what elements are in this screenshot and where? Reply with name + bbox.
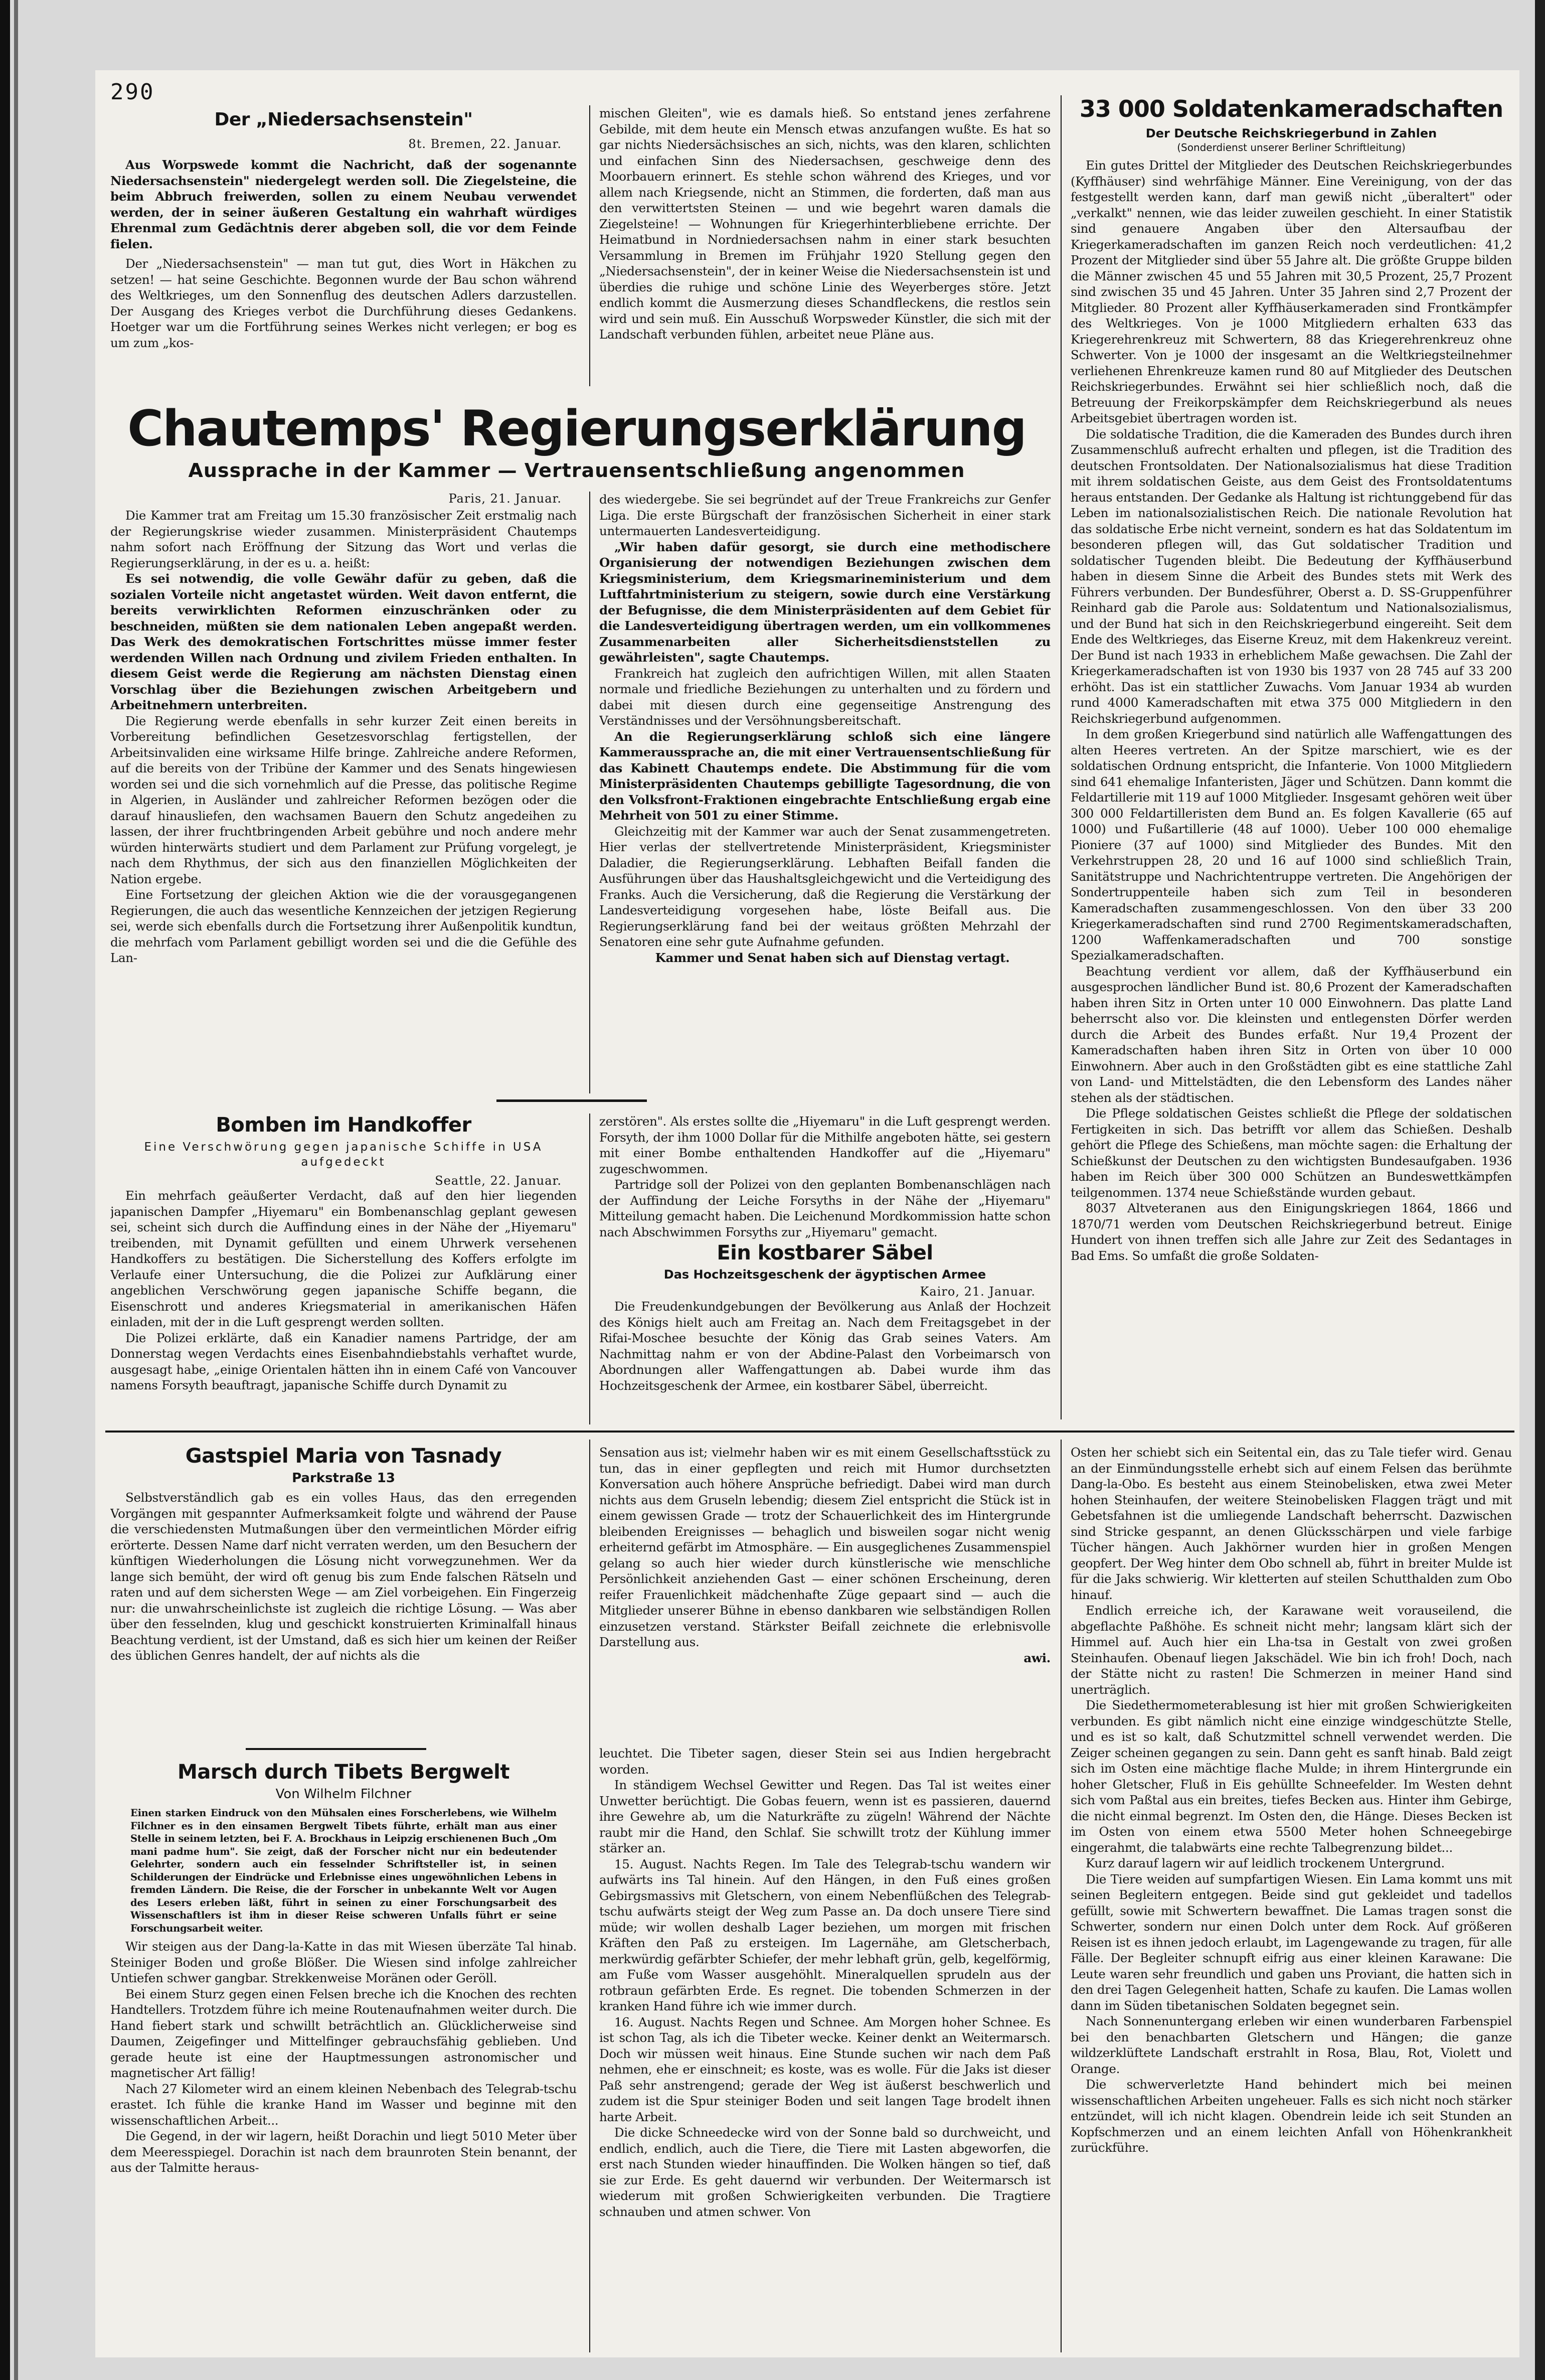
chautemps-header (100, 401, 1053, 492)
lasnady-paragraph-1: Selbstverständlich gab es ein volles Haus, das den erregenden Vorgängen mit gespannter Aufmerksamkeit folgte und während der Pause die verschiedensten Mutmaßungen über den vermeintlichen Mörder eifrig erörterte. Dessen Name darf nicht verraten werden, um den Besuchern der künftigen Wiederholungen die Lösung nicht vorwegzunehmen. Wer da lange sich bemüht, der wird oft genug bis zum Ende falschen Rätseln und raten und auf dem sichersten Wege — am Ziel vorbeigehen. Ein Fingerzeig nur: die unwahrscheinlichste ist zugleich die richtige Lösung. — Was aber über den fesselnden, klug und geschickt konstruierten Kriminalfall hinaus Beachtung verdient, ist der Umstand, daß es sich hier um keinen der Reißer des üblichen Genres handelt, der auf nichts als die (110, 1490, 577, 1663)
tibet-paragraph-14: Die Tiere weiden auf sumpfartigen Wiesen. Ein Lama kommt uns mit seinen Begleitern entgegen. Beide sind gut gekleidet und tadellos gefüllt, sowie mit Schwertern bewaffnet. Die Lamas tragen sonst die Schwerter, sondern nur einen Dolch unter dem Rock. Auf größeren Reisen ist es ihnen jedoch erlaubt, im Lagengewande zu tragen, für alle Fälle. Der Begleiter schnupft eifrig aus einer kleinen Karawane: Die Leute waren sehr freundlich und gaben uns Proviant, die hatten sich in den drei Tagen Gelegenheit hatten, Schafe zu kaufen. Die Lamas wollen dann im Süden tibetanischen Soldaten begegnet sein. (1071, 1871, 1512, 2013)
newspaper-page (95, 70, 1519, 2357)
page-number: 290 (110, 79, 155, 105)
tibet-paragraph-1: Wir steigen aus der Dang-la-Katte in das mit Wiesen überzäte Tal hinab. Steiniger Boden und große Blößer. Die Wiesen sind infolge zahlreicher Untiefen schwer gangbar. Strekkenweise Moränen oder Geröll. (110, 1939, 577, 1985)
tibet-paragraph-2: Bei einem Sturz gegen einen Felsen breche ich die Knochen des rechten Handtellers. Trotzdem führe ich meine Routenaufnahmen weiter durch. Die Hand fiebert stark und schwillt beträchtlich an. Glücklicherweise sind Daumen, Zeigefinger und Mittelfinger gebrauchsfähig geblieben. Und gerade heute ist eine der Hauptmessungen astronomischer und magnetischer Art fällig! (110, 1986, 577, 2080)
scan-edge-left (0, 0, 10, 2380)
bomben-paragraph-3: zerstören". Als erstes sollte die „Hiyemaru" in die Luft gesprengt werden. Forsyth, der ihm 1000 Dollar für die Mithilfe angeboten hätte, sei gestern mit einer Bombe enthaltenden Handkoffer auf die „Hiyemaru" zugeschwommen. (599, 1114, 1051, 1176)
bomben-paragraph-2: Die Polizei erklärte, daß ein Kanadier namens Partridge, der am Donnerstag wegen Verdachts eines Eisenbahndiebstahls verhaftet wurde, ausgesagt habe, „einige Orientalen hätten ihn in einem Café von Vancouver namens Forsyth beauftragt, japanische Schiffe durch Dynamit zu (110, 1330, 577, 1392)
lasnady-paragraph-2: Sensation aus ist; vielmehr haben wir es mit einem Gesellschaftsstück zu tun, das in einer gepflegten und reich mit Humor durchsetzten Konversation auch höhere Ansprüche befriedigt. Dabei wird man durch nichts aus dem Gruseln lebendig; diesem Ziel entspricht die Stück ist in einem gewissen Grade — trotz der Schauerlichkeit des im Hintergrunde bleibenden Ereignisses — behaglich und bisweilen sogar nicht wenig erheiternd gefärbt im Atmosphäre. — Ein ausgeglichenes Zusammenspiel gelang so auch hier wieder durch künstlerische wie menschliche Persönlichkeit anziehenden Gast — einer schönen Erscheinung, deren reifer Frauenlichkeit mädchenhafte Züge gepaart sind — auch die Mitglieder unserer Bühne in ebenso dankbaren wie selbständigen Rollen einzusetzen verstand. Stärkster Beifall zeichnete die erlebnisvolle Darstellung aus. (599, 1445, 1051, 1649)
tibet-col-2 (599, 1746, 1051, 2352)
tibet-paragraph-15: Nach Sonnenuntergang erleben wir einen wunderbaren Farbenspiel bei den benachbarten Gletschern und Hängen; die ganze wildzerklüftete Landschaft erstrahlt in Rosa, Blau, Rot, Violett und Orange. (1071, 2014, 1512, 2076)
tibet-paragraph-3: Nach 27 Kilometer wird an einem kleinen Nebenbach des Telegrab-tschu erastet. Ich fühle die kranke Hand im Wasser und beginne mit den wissenschaftlichen Arbeit... (110, 2081, 577, 2128)
chautemps-title: Chautemps' Regierungserklärung (127, 401, 1026, 457)
tibet-intro: Einen starken Eindruck von den Mühsalen eines Forscherlebens, wie Wilhelm Filchner es in den einsamen Bergwelt Tibets führte, erhält man aus einer Stelle in seinem letzten, bei F. A. Brockhaus in Leipzig erschienenen Buch „Om mani padme hum". Sie zeigt, daß der Forscher nicht nur ein bedeutender Gelehrter, sondern auch ein fesselnder Schriftsteller ist, in seinen Schilderungen der Eindrücke und Erlebnisse eines ungewöhnlichen Lebens in fremden Ländern. Die Reise, die der Forscher in unbekannte Welt vor Augen des Lesers erleben läßt, führt in seinen zu einer Forschungsarbeit des Wissenschaftlers ist ihm in dieser Reise schweren Unfalls führt er seine Forschungsarbeit weiter. (130, 1807, 557, 1934)
tibet-author: Von Wilhelm Filchner (275, 1787, 412, 1802)
tibet-title: Marsch durch Tibets Bergwelt (178, 1761, 509, 1784)
niedersachsenstein-dateline: 8t. Bremen, 22. Januar. (408, 137, 562, 151)
tibet-paragraph-11: Endlich erreiche ich, der Karawane weit vorauseilend, die abgeflachte Paßhöhe. Es schneit nicht mehr; langsam klärt sich der Himmel auf. Auch hier ein Lha-tsa in Gestalt von zwei großen Steinhaufen. Obenauf liegen Jakschädel. Wie bin ich froh! Doch, nach der Stätte nicht zu rasten! Die Schmerzen in meiner Hand sind unerträglich. (1071, 1603, 1512, 1697)
column-divider (1061, 1440, 1062, 2352)
chautemps-dateline: Paris, 21. Januar. (448, 492, 562, 506)
soldaten-paragraph-2: Die soldatische Tradition, die die Kameraden des Bundes durch ihren Zusammenschluß aufrecht erhalten und pflegen, ist die Tradition des deutschen Frontsoldaten. Der Nationalsozialismus hat diese Tradition mit ihrem soldatischen Geiste, aus dem Geist des Frontsoldatentums heraus entstanden. Der Gedanke als Haltung ist richtunggebend für das Leben im nationalsozialistischen Reich. Die nationale Revolution hat das soldatische Erbe nicht verneint, sondern es hat das Soldatentum im besonderen pflegen will, das Gut soldatischer Tradition und soldatischer Tugenden bleibt. Die Bedeutung der Kyffhäuserbund haben in diesem Sinne die Arbeit des Bundes stets mit Werk des Führers verbunden. Der Bundesführer, Oberst a. D. SS-Gruppenführer Reinhard gab die Parole aus: Soldatentum und Nationalsozialismus, und der Bund hat sich in den Reichskriegerbund eingereiht. Seit dem Ende des Weltkrieges, das Eiserne Kreuz, mit dem Hakenkreuz vereint. Der Bund ist nach 1933 in erheblichem Maße gewachsen. Die Zahl der Kriegerkameradschaften ist von 1930 bis 1937 von 28 745 auf 33 200 erhöht. Das ist ein stattlicher Zuwachs. Vom Januar 1934 ab wurden rund 4000 Kameradschaften mit etwa 375 000 Mitgliedern in den Reichskriegerbund aufgenommen. (1071, 426, 1512, 726)
tibet-paragraph-5: leuchtet. Die Tibeter sagen, dieser Stein sei aus Indien hergebracht worden. (599, 1746, 1051, 1777)
bomben-subtitle: Eine Verschwörung gegen japanische Schiffe in USA aufgedeckt (144, 1141, 543, 1169)
tibet-paragraph-7: 15. August. Nachts Regen. Im Tale des Telegrab-tschu wandern wir aufwärts ins Tal hinein. Auf den Hängen, in den Fuß eines großen Gebirgsmassivs mit Gletschern, von einem Nebenflüßchen des Telegrab-tschu aufwärts steigt der Weg zum Passe an. Da doch unsere Tiere sind müde; wir wollen deshalb Lager beziehen, um morgen mit frischen Kräften den Paß zu ersteigen. Im Lagernähe, am Gletscherbach, merkwürdig gefärbter Schiefer, der mehr lebhaft grün, gelb, kegelförmig, am Fuße vom Wasser ausgehöhlt. Mineralquellen sprudeln aus der rotbraun gefärbten Erde. Es regnet. Die tobenden Schmerzen in der kranken Hand führe ich wie immer durch. (599, 1856, 1051, 2013)
bomben-paragraph-4: Partridge soll der Polizei von den geplanten Bombenanschlägen nach der Auffindung der Leiche Forsyths in der Nähe der „Hiyemaru" Mitteilung gemacht haben. Die Leichenund Mordkommission hatte schon nach Abschwimmen Forsyths zur „Hiyemaru" gemacht. (599, 1177, 1051, 1239)
soldaten-paragraph-6: 8037 Altveteranen aus den Einigungskriegen 1864, 1866 und 1870/71 werden vom Deutschen Reichskriegerbund betreut. Einige Hundert von ihnen treffen sich alle Jahre zur Zeit des Sedantages in Bad Ems. So umfaßt die große Soldaten- (1071, 1201, 1512, 1263)
niedersachsenstein-col-1 (110, 105, 577, 386)
niedersachsenstein-paragraph-2: Der „Niedersachsenstein" — man tut gut, dies Wort in Häkchen zu setzen! — hat seine Geschichte. Begonnen wurde der Bau schon während des Weltkrieges, um den Sonnenflug des deutschen Adlers darzustellen. Der Ausgang des Krieges verbot die Durchführung dieses Gedankens. Hoetger war um die Fortführung seines Werkes nicht verlegen; er bog es um zum „kos- (110, 256, 577, 350)
chautemps-col-1 (110, 492, 577, 1093)
soldaten-paragraph-4: Beachtung verdient vor allem, daß der Kyffhäuserbund ein ausgesprochen ländlicher Bund ist. 80,6 Prozent der Kameradschaften haben ihren Sitz in Orten unter 10 000 Einwohnern. Das platte Land beherrscht also vor. Die kleinsten und entlegensten Dörfer werden durch die Arbeit des Bundes erfaßt. Nur 19,4 Prozent der Kameradschaften haben ihren Sitz in Orten von über 10 000 Einwohnern. Aber auch in den Großstädten gibt es eine stattliche Zahl von Land- und Mittelstädten, die den Lebensform des Landes näher stehen als der städtischen. (1071, 964, 1512, 1105)
chautemps-paragraph-6: „Wir haben dafür gesorgt, sie durch eine methodischere Organisierung der notwendigen Beziehungen zwischen dem Kriegsministerium, dem Kriegsmarineministerium und dem Luftfahrtministerium zu steigern, sowie durch eine Verstärkung der Befugnisse, die dem Ministerpräsidenten auf dem Gebiet für die Landesverteidigung übertragen werden, um ein vollkommenes Zusammenarbeiten aller Sicherheitsdienststellen zu gewährleisten", sagte Chautemps. (599, 539, 1051, 665)
chautemps-paragraph-7: Frankreich hat zugleich den aufrichtigen Willen, mit allen Staaten normale und friedliche Beziehungen zu unterhalten und zu fördern und dabei mit diesen durch eine gegenseitige Anstrengung des Verständnisses und der Versöhnungsbereitschaft. (599, 666, 1051, 728)
lasnady-col-1 (110, 1445, 577, 1746)
chautemps-col-2 (599, 492, 1051, 1093)
tibet-paragraph-8: 16. August. Nachts Regen und Schnee. Am Morgen hoher Schnee. Es ist schon Tag, als ich die Tibeter wecke. Keiner denkt an Weitermarsch. Doch wir müssen weit hinaus. Eine Stunde suchen wir nach dem Paß nehmen, ehe er einschneit; es koste, was es wolle. Für die Jaks ist dieser Paß sehr anstrengend; gerade der Weg ist äußerst beschwerlich und zudem ist die Spur steiniger Boden und seit langen Tage brodelt ihnen harte Arbeit. (599, 2014, 1051, 2124)
column-divider (589, 1114, 590, 1424)
niedersachsenstein-paragraph-3: mischen Gleiten", wie es damals hieß. So entstand jenes zerfahrene Gebilde, mit dem heute ein Mensch etwas anzufangen wußte. Es hat so gar nichts Niedersächsisches an sich, nichts, was den klaren, schlichten und einfachen Sinn des Niedersachsen, geschweige denn des Moorbauern erinnert. Es stehle schon während des Krieges, und vor allem nach Kriegsende, nicht an Stimmen, die forderten, daß man aus den verwittertsten Steinen — und wie begehrt waren damals die Ziegelsteine! — Wohnungen für Kriegerhinterbliebene errichte. Der Heimatbund in Nordniedersachsen nahm in einer stark besuchten Versammlung in Bremen im Frühjahr 1920 Stellung gegen den „Niedersachsenstein", der in keiner Weise die Niedersachsenstein ist und überdies die ruhige und schöne Linie des Weyerberges störe. Jetzt endlich kommt die Ausmerzung dieses Schandfleckens, die restlos sein wird und sein muß. Ein Ausschuß Worpsweder Künstler, die sich mit der Landschaft verbunden fühlen, arbeitet neue Pläne aus. (599, 106, 1051, 342)
scan-edge-left-shadow (14, 0, 18, 2380)
tibet-paragraph-13: Kurz darauf lagern wir auf leidlich trockenem Untergrund. (1086, 1856, 1445, 1870)
bomben-paragraph-1: Ein mehrfach geäußerter Verdacht, daß auf den hier liegenden japanischen Dampfer „Hiyemaru" ein Bombenanschlag geplant gewesen sei, scheint sich durch die Auffindung eines in der Nähe der „Hiyemaru" treibenden, mit Dynamit gefüllten und einem Uhrwerk versehenen Handkoffers zu bestätigen. Die Sicherstellung des Koffers erfolgte im Verlaufe einer Untersuchung, die die Polizei zur Aufklärung einer angeblichen Verschwörung gegen japanische Schiffe begann, die Eisenschrott und anderes Kriegsmaterial in amerikanischen Häfen einladen, mit der in die Luft gesprengt werden sollten. (110, 1188, 577, 1329)
tibet-col-3 (1071, 1445, 1512, 2352)
soldaten-subtitle: Der Deutsche Reichskriegerbund in Zahlen (1145, 126, 1437, 140)
saebel-article (599, 1241, 1051, 1424)
chautemps-paragraph-1: Die Kammer trat am Freitag um 15.30 französischer Zeit erstmalig nach der Regierungskrise wieder zusammen. Ministerpräsident Chautemps nahm sofort nach Eröffnung der Sitzung das Wort und verlas die Regierungserklärung, in der es u. a. heißt: (110, 508, 577, 570)
chautemps-paragraph-9: Gleichzeitig mit der Kammer war auch der Senat zusammengetreten. Hier verlas der stellvertretende Ministerpräsident, Kriegsminister Daladier, die Regierungserklärung. Lebhaften Beifall fanden die Ausführungen über das Haushaltsgleichgewicht und die Verteidigung des Franks. Auch die Versicherung, daß die Regierung die Verstärkung der Landesverteidigung vorgesehen habe, löste Beifall aus. Die Regierungserklärung fand bei der weitaus größten Mehrzahl der Senatoren eine sehr gute Aufnahme gefunden. (599, 824, 1051, 949)
bomben-col-2 (599, 1114, 1051, 1239)
tibet-paragraph-6: In ständigem Wechsel Gewitter und Regen. Das Tal ist weites einer Unwetter berüchtigt. Die Gobas feuern, wenn ist es passieren, dauernd ihre Gewehre ab, um die Naturkräfte zu zügeln! Während der Nächte raubt mir die Hand, den Schlaf. Sie schwillt trotz der Kühlung immer stärker an. (599, 1778, 1051, 1855)
column-divider (1061, 95, 1062, 1419)
soldaten-paragraph-1: Ein gutes Drittel der Mitglieder des Deutschen Reichskriegerbundes (Kyffhäuser) sind wehrfähige Männer. Eine Vereinigung, von der das festgestellt werden kann, darf man gewiß nicht „überaltert" oder „verkalkt" nennen, wie das leider zuweilen geschieht. In einer Statistik sind genauere Angaben über den Altersaufbau der Kriegerkameradschaften im ganzen Reich noch verdeutlichen: 41,2 Prozent der Mitglieder sind über 55 Jahre alt. Die größte Gruppe bilden die Männer zwischen 45 und 55 Jahren mit 30,5 Prozent, 25,7 Prozent sind zwischen 35 und 45 Jahren. Unter 35 Jahren sind 2,7 Prozent der Mitglieder. 80 Prozent aller Kyffhäuserkameraden sind Frontkämpfer des Weltkrieges. Von je 1000 Mitgliedern erhalten 633 das Kriegerehrenkreuz mit Schwertern, 88 das Kriegerehrenkreuz ohne Schwerter. Von je 1000 der insgesamt an die Weltkriegsteilnehmer verliehenen Ehrenkreuze kamen rund 80 auf Mitglieder des Deutschen Reichskriegerbundes. Erwähnt sei hier schließlich noch, daß die Betreuung der Freikorpskämpfer dem Reichskriegerbund als neues Arbeitsgebiet übertragen worden ist. (1071, 158, 1512, 425)
soldaten-paragraph-5: Die Pflege soldatischen Geistes schließt die Pflege der soldatischen Fertigkeiten in sich. Das betrifft vor allem das Schießen. Deshalb gehört die Pflege des Schießens, man möchte sagen: die Erhaltung der Schießkunst der Deutschen zu den wichtigsten Bundesaufgaben. 1936 haben im Reich über 300 000 Schützen an Bundeswettkämpfen teilgenommen. 1374 neue Schießstände wurden gebaut. (1071, 1106, 1512, 1200)
niedersachsenstein-title: Der „Niedersachsenstein" (214, 109, 473, 130)
soldaten-note: (Sonderdienst unserer Berliner Schriftleitung) (1177, 141, 1406, 153)
lasnady-subtitle: Parkstraße 13 (292, 1471, 395, 1486)
soldaten-title: 33 000 Soldatenkameradschaften (1079, 95, 1503, 122)
chautemps-subtitle: Aussprache in der Kammer — Vertrauensentschließung angenommen (188, 459, 965, 482)
bomben-dateline: Seattle, 22. Januar. (435, 1174, 562, 1188)
column-divider (589, 1440, 590, 2352)
niedersachsenstein-paragraph-1: Aus Worpswede kommt die Nachricht, daß der sogenannte Niedersachsenstein" niedergelegt werden soll. Die Ziegelsteine, die beim Abbruch freiwerden, sollen zu einem Neubau verwendet werden, der in seiner äußeren Gestaltung ein wahrhaft würdiges Ehrenmal zum Gedächtnis derer abgeben soll, die vor dem Feinde fielen. (110, 157, 577, 251)
soldaten-article (1071, 95, 1512, 1424)
soldaten-paragraph-3: In dem großen Kriegerbund sind natürlich alle Waffengattungen des alten Heeres vertreten. An der Spitze marschiert, wie es der soldatischen Ordnung entspricht, die Infanterie. Von 1000 Mitgliedern sind 641 ehemalige Infanteristen, Jäger und Schützen. Dann kommt die Feldartillerie mit 119 auf 1000 Mitglieder. Insgesamt gehören weit über 300 000 Feldartilleristen dem Bund an. Es folgen Kavallerie (65 auf 1000) und Fußartillerie (48 auf 1000). Ueber 100 000 ehemalige Pioniere (37 auf 1000) sind Mitglieder des Bundes. Mit den Verkehrstruppen 28, 20 und 16 auf 1000 sind schließlich Train, Sanitätstruppe und Nachrichtentruppe vertreten. Die Angehörigen der Sondertruppenteile haben sich zum Teil in besonderen Kameradschaften zusammengeschlossen. Von den über 33 200 Kriegerkameradschaften sind rund 2700 Regimentskameradschaften, 1200 Waffenkameradschaften und 700 sonstige Spezialkameradschaften. (1071, 727, 1512, 963)
chautemps-paragraph-4: Eine Fortsetzung der gleichen Aktion wie die der vorausgegangenen Regierungen, die auch das wesentliche Kennzeichen der jetzigen Regierung sei, werde sich ebenfalls durch die Fortsetzung ihrer Außenpolitik kundtun, die mehrfach vom Parlament gebilligt worden sei und die die Gefühle des Lan- (110, 887, 577, 965)
tibet-paragraph-12: Die Siedethermometerablesung ist hier mit großen Schwierigkeiten verbunden. Es gibt nämlich nicht eine einzige windgeschützte Stelle, und es ist so kalt, daß Schutzmittel schnell verwendet werden. Die Zeiger scheinen gegangen zu sein. Dann geht es sanft hinab. Bald zeigt sich im Osten eine mächtige flache Mulde; in ihrem Hintergrunde ein hoher Gletscher, Fluß in Eis gehüllte Schneefelder. Im Westen dehnt sich vom Paßtal aus ein breites, tiefes Becken aus. Hinter ihm Gebirge, die nicht einmal begrenzt. Im Osten den, die Hänge. Dieses Becken ist im Osten von einem etwa 5500 Meter hohen Schneegebirge eingerahmt, die talabwärts eine rechte Talbegrenzung bildet... (1071, 1698, 1512, 1855)
chautemps-paragraph-5: des wiedergebe. Sie sei begründet auf der Treue Frankreichs zur Genfer Liga. Die erste Bürgschaft der französischen Sicherheit in einer stark untermauerten Landesverteidigung. (599, 492, 1051, 538)
saebel-title: Ein kostbarer Säbel (717, 1241, 933, 1264)
scan-edge-right (1535, 0, 1545, 2380)
tibet-paragraph-4: Die Gegend, in der wir lagern, heißt Dorachin und liegt 5010 Meter über dem Meeresspiegel. Dorachin ist nach dem braunroten Stein benannt, der aus der Talmitte heraus- (110, 2129, 577, 2175)
tibet-paragraph-9: Die dicke Schneedecke wird von der Sonne bald so durchweicht, und endlich, endlich, auch die Tiere, die Tiere mit Lasten abgeworfen, die erst nach Stunden wieder hinauffinden. Die Wolken hängen so tief, daß sie zur Erde. Es geht dauernd wir verbunden. Der Weitermarsch ist wiederum mit großen Schwierigkeiten verbunden. Die Tragtiere schnauben und atmen schwer. Von (599, 2125, 1051, 2219)
section-rule (246, 1748, 426, 1750)
chautemps-paragraph-10: Kammer und Senat haben sich auf Dienstag vertagt. (655, 950, 1010, 965)
chautemps-paragraph-8: An die Regierungserklärung schloß sich eine längere Kammeraussprache an, die mit einer Vertrauensentschließung für das Kabinett Chautemps endete. Die Abstimmung für die vom Ministerpräsidenten Chautemps gebilligte Tagesordnung, die von den Volksfront-Fraktionen eingebrachte Entschließung ergab eine Mehrheit von 501 zu einer Stimme. (599, 729, 1051, 823)
section-rule (496, 1099, 647, 1102)
saebel-paragraph-1: Die Freudenkundgebungen der Bevölkerung aus Anlaß der Hochzeit des Königs hielt auch am Freitag an. Nach dem Freitagsgebet in der Rifai-Moschee besuchte der König das Grab seines Vaters. Am Nachmittag nahm er von der Abdine-Palast den Vorbeimarsch von Abordnungen aller Waffengattungen ab. Dabei wurde ihm das Hochzeitsgeschenk der Armee, ein kostbarer Säbel, überreicht. (599, 1299, 1051, 1393)
tibet-paragraph-10: Osten her schiebt sich ein Seitental ein, das zu Tale tiefer wird. Genau an der Einmündungsstelle erhebt sich auf einem Felsen das berühmte Dang-la-Obo. Es besteht aus einem Steinobelisken, etwa zwei Meter hohen Steinhaufen, der weitere Steinobelisken Flaggen trägt und mit Gebetsfahnen ist die umliegende Landschaft beherrscht. Dazwischen sind Stricke gespannt, an denen Glücksschärpen und viele farbige Tücher hängen. Auch Jakhörner wurden hier in großen Mengen geopfert. Der Weg hinter dem Obo schnell ab, führt in breiter Mulde ist für die Jaks schwierig. Wir kletterten auf steilen Schutthalden zum Obo hinauf. (1071, 1445, 1512, 1602)
page-section-divider (105, 1431, 1514, 1433)
bomben-title: Bomben im Handkoffer (216, 1114, 471, 1137)
chautemps-paragraph-3: Die Regierung werde ebenfalls in sehr kurzer Zeit einen bereits in Vorbereitung befindlichen Gesetzesvorschlag fertigstellen, der Arbeitsinvaliden eine wirksame Hilfe bringe. Zahlreiche andere Reformen, auf die bereits von der Tribüne der Kammer und des Senats hingewiesen worden sei und die sich vornehmlich auf die Presse, das politische Regime in Algerien, in Ausländer und zahlreicher Reformen bezögen oder die darauf hinausliefen, den wachsamen Bauern den Schutz angedeihen zu lassen, der ihrer fruchtbringenden Arbeit gebühre und noch andere mehr würden hinterwärts studiert und dem Parlament zur Prüfung vorgelegt, je nach dem Rhythmus, der sich aus den finanziellen Möglichkeiten der Nation ergebe. (110, 713, 577, 886)
tibet-paragraph-16: Die schwerverletzte Hand behindert mich bei meinen wissenschaftlichen Arbeiten ungeheuer. Falls es sich nicht noch stärker entzündet, will ich nicht klagen. Obendrein leide ich seit Stunden an Kopfschmerzen und an einem leichten Anfall von Höhenkrankheit zurückführe. (1071, 2077, 1512, 2155)
lasnady-signature: awi. (1023, 1650, 1051, 1665)
chautemps-paragraph-2: Es sei notwendig, die volle Gewähr dafür zu geben, daß die sozialen Vorteile nicht angetastet würden. Weit davon entfernt, die bereits verwirklichten Reformen einzuschränken oder zu beschneiden, müßten sie dem nationalen Leben angepaßt werden. Das Werk des demokratischen Fortschrittes müsse immer fester werdenden Willen nach Ordnung und zivilem Frieden enthalten. In diesem Geist werde die Regierung am nächsten Dienstag einen Vorschlag über die Beziehungen zwischen Arbeitgebern und Arbeitnehmern unterbreiten. (110, 571, 577, 712)
column-divider (589, 105, 590, 386)
tibet-col-1 (110, 1761, 577, 2352)
lasnady-title: Gastspiel Maria von Tasnady (185, 1445, 502, 1468)
saebel-dateline: Kairo, 21. Januar. (920, 1285, 1036, 1299)
column-divider (589, 492, 590, 1093)
saebel-subtitle: Das Hochzeitsgeschenk der ägyptischen Armee (663, 1267, 986, 1282)
lasnady-col-2 (599, 1445, 1051, 1746)
niedersachsenstein-col-2 (599, 105, 1051, 386)
bomben-col-1 (110, 1114, 577, 1424)
